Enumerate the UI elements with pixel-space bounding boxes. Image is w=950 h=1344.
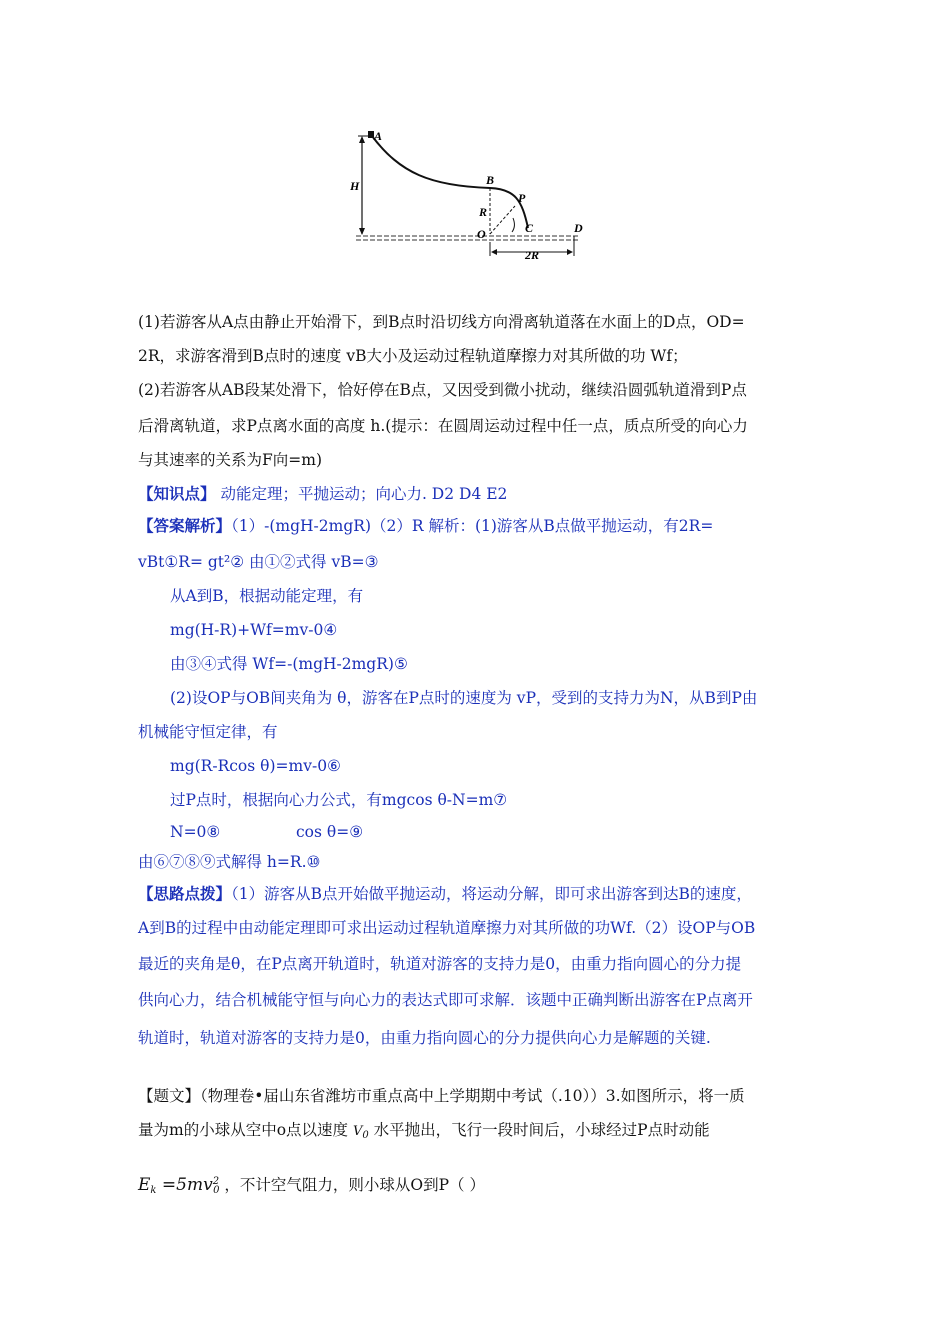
q2-line2: 后滑离轨道，求P点离水面的高度 h.(提示：在圆周运动过程中任一点，质点所受的向心力: [138, 417, 748, 435]
knowledge-point: [138, 484, 818, 504]
next-question-line2: [138, 1120, 818, 1146]
answer-text1: （1）-(mgH-2mgR)（2）R 解析：(1)游客从B点做平抛运动，有2R=: [231, 517, 714, 535]
answer-line2: vBt①R= gt²② 由①②式得 vB=③: [138, 553, 379, 571]
label-P: P: [518, 191, 526, 205]
hint-tag: 【思路点拨】: [138, 884, 232, 903]
next-text2a: 量为m的小球从空中o点以速度: [138, 1121, 349, 1139]
track-diagram: [350, 128, 590, 268]
next-question-line3: [138, 1172, 818, 1201]
label-R: R: [479, 205, 488, 219]
label-H: H: [350, 179, 360, 193]
answer-line11: 由⑥⑦⑧⑨式解得 h=R.⑩: [138, 853, 321, 871]
hint-line4: 供向心力，结合机械能守恒与向心力的表达式即可求解．该题中正确判断出游客在P点离开: [138, 991, 753, 1009]
label-2R: 2R: [525, 248, 540, 262]
next-text3: ，不计空气阻力，则小球从O到P（ ）: [224, 1176, 485, 1194]
q2-line1: (2)若游客从AB段某处滑下，恰好停在B点，又因受到微小扰动，继续沿圆弧轨道滑到P点: [138, 381, 747, 399]
hint-line1: [138, 884, 818, 904]
hint-line3: 最近的夹角是θ，在P点离开轨道时，轨道对游客的支持力是0，由重力指向圆心的分力提: [138, 955, 742, 973]
label-A: A: [374, 129, 383, 143]
knowledge-tag: 【知识点】: [138, 484, 216, 503]
hint-text1: （1）游客从B点开始做平抛运动，将运动分解，即可求出游客到达B的速度，: [231, 885, 752, 903]
hint-line5: 轨道时，轨道对游客的支持力是0，由重力指向圆心的分力提供向心力是解题的关键.: [138, 1029, 711, 1047]
answer-line7: 机械能守恒定律，有: [138, 723, 278, 741]
answer-line10a: N=0⑧: [170, 823, 221, 841]
answer-line9: 过P点时，根据向心力公式，有mgcos θ-N=m⑦: [170, 791, 508, 809]
answer-tag: 【答案解析】: [138, 516, 232, 535]
answer-line5: 由③④式得 Wf=-(mgH-2mgR)⑤: [170, 655, 408, 673]
label-D: D: [574, 221, 583, 235]
hint-line2: A到B的过程中由动能定理即可求出运动过程轨道摩擦力对其所做的功Wf.（2）设OP与OB: [138, 919, 756, 937]
answer-line1: [138, 516, 818, 536]
next-question-line1: 【题文】（物理卷•届山东省潍坊市重点高中上学期期中考试（.10））3.如图所示，将一质: [138, 1087, 745, 1105]
q1-line1: (1)若游客从A点由静止开始滑下，到B点时沿切线方向滑离轨道落在水面上的D点，OD=: [138, 313, 745, 331]
next-text2b: 水平抛出，飞行一段时间后，小球经过P点时动能: [373, 1121, 710, 1139]
q1-line2: 2R，求游客滑到B点时的速度 vB大小及运动过程轨道摩擦力对其所做的功 Wf；: [138, 347, 688, 365]
label-O: O: [477, 227, 486, 241]
answer-line4: mg(H-R)+Wf=mv-0④: [170, 621, 338, 639]
answer-line6: (2)设OP与OB间夹角为 θ，游客在P点时的速度为 vP，受到的支持力为N，从B到P由: [170, 689, 758, 707]
q2-line3: 与其速率的关系为F向=m): [138, 451, 322, 469]
ek-formula: $E_k =5mv^2_0$: [138, 1175, 220, 1196]
label-C: C: [525, 221, 534, 235]
answer-line8: mg(R-Rcos θ)=mv-0⑥: [170, 757, 341, 775]
answer-line3: 从A到B，根据动能定理，有: [170, 587, 364, 605]
knowledge-text: 动能定理；平抛运动；向心力. D2 D4 E2: [215, 485, 508, 503]
v0-symbol: $V_0$: [352, 1124, 369, 1141]
label-B: B: [486, 173, 495, 187]
answer-line10b: cos θ=⑨: [296, 823, 364, 841]
